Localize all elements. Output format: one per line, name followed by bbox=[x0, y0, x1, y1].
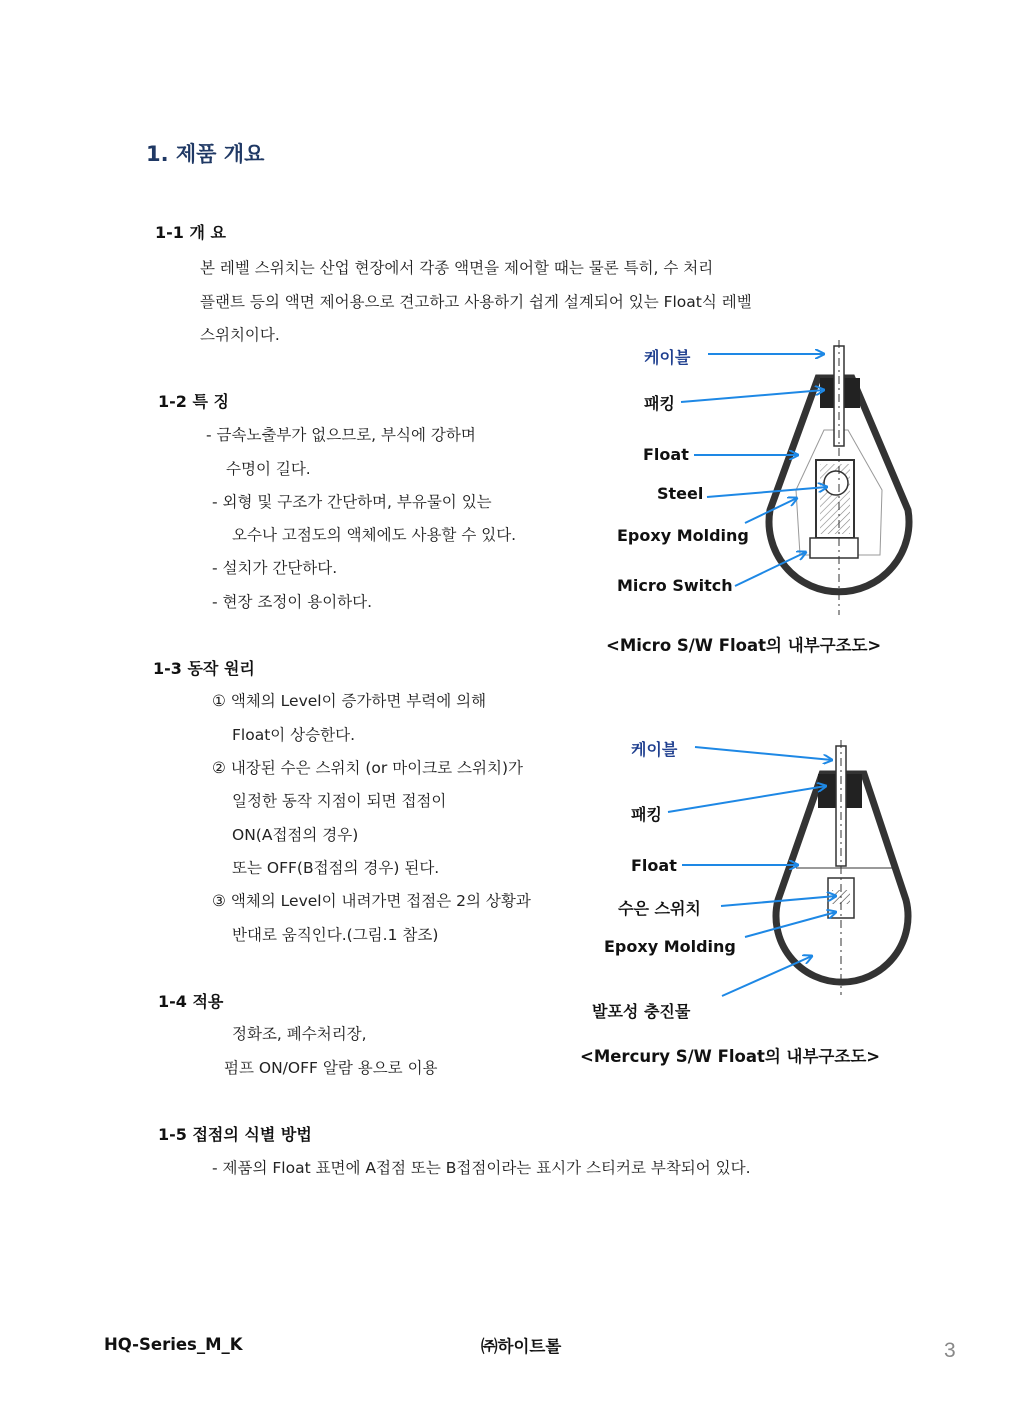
operation-line-8: 반대로 움직인다.(그림.1 참조) bbox=[232, 926, 439, 944]
fig2-label-epoxy: Epoxy Molding bbox=[604, 937, 736, 956]
fig2-label-foam-filler: 발포성 충진물 bbox=[592, 1002, 691, 1021]
operation-line-3: ② 내장된 수은 스위치 (or 마이크로 스위치)가 bbox=[212, 759, 523, 777]
overview-line-1: 본 레벨 스위치는 산업 현장에서 각종 액면을 제어할 때는 물론 특히, 수 처리 bbox=[200, 259, 714, 277]
section-heading-overview: 1-1 개 요 bbox=[155, 223, 226, 242]
section-heading-contact-id: 1-5 접점의 식별 방법 bbox=[158, 1125, 312, 1144]
overview-line-2: 플랜트 등의 액면 제어용으로 견고하고 사용하기 쉽게 설계되어 있는 Float식 레벨 bbox=[200, 293, 752, 311]
fig1-label-steel: Steel bbox=[657, 484, 704, 503]
page-title: 1. 제품 개요 bbox=[146, 142, 265, 166]
fig1-label-float: Float bbox=[643, 445, 689, 464]
application-line-2: 펌프 ON/OFF 알람 용으로 이용 bbox=[224, 1059, 438, 1077]
fig2-label-float: Float bbox=[631, 856, 677, 875]
operation-line-4: 일정한 동작 지점이 되면 접점이 bbox=[232, 792, 447, 810]
features-line-4: 오수나 고점도의 액체에도 사용할 수 있다. bbox=[232, 526, 517, 544]
section-heading-features: 1-2 특 징 bbox=[158, 392, 229, 411]
features-line-3: - 외형 및 구조가 간단하며, 부유물이 있는 bbox=[212, 493, 492, 511]
operation-line-5: ON(A접점의 경우) bbox=[232, 826, 359, 844]
fig1-label-cable: 케이블 bbox=[644, 348, 691, 367]
section-heading-application: 1-4 적용 bbox=[158, 992, 224, 1011]
section-heading-operation: 1-3 동작 원리 bbox=[153, 659, 255, 678]
features-line-5: - 설치가 간단하다. bbox=[212, 559, 338, 577]
operation-line-7: ③ 액체의 Level이 내려가면 접점은 2의 상황과 bbox=[212, 892, 531, 910]
application-line-1: 정화조, 폐수처리장, bbox=[232, 1025, 367, 1043]
features-line-1: - 금속노출부가 없으므로, 부식에 강하며 bbox=[206, 426, 476, 444]
fig1-label-micro-switch: Micro Switch bbox=[617, 576, 733, 595]
fig2-caption: <Mercury S/W Float의 내부구조도> bbox=[580, 1047, 881, 1066]
fig2-label-cable: 케이블 bbox=[631, 740, 678, 759]
operation-line-6: 또는 OFF(B접점의 경우) 된다. bbox=[232, 859, 440, 877]
fig1-label-packing: 패킹 bbox=[644, 394, 675, 413]
contact-id-line-1: - 제품의 Float 표면에 A접점 또는 B접점이라는 표시가 스티커로 부착되어 있다. bbox=[212, 1159, 751, 1177]
fig2-label-mercury-switch: 수은 스위치 bbox=[618, 899, 701, 918]
footer-company: ㈜하이트롤 bbox=[481, 1337, 562, 1356]
features-line-6: - 현장 조정이 용이하다. bbox=[212, 593, 373, 611]
footer-doc-code: HQ-Series_M_K bbox=[104, 1335, 243, 1354]
overview-line-3: 스위치이다. bbox=[200, 326, 280, 344]
fig1-caption: <Micro S/W Float의 내부구조도> bbox=[606, 636, 882, 655]
operation-line-2: Float이 상승한다. bbox=[232, 726, 356, 744]
page-number: 3 bbox=[944, 1339, 956, 1362]
fig1-label-epoxy: Epoxy Molding bbox=[617, 526, 749, 545]
operation-line-1: ① 액체의 Level이 증가하면 부력에 의해 bbox=[212, 692, 487, 710]
features-line-2: 수명이 길다. bbox=[226, 460, 311, 478]
fig2-label-packing: 패킹 bbox=[631, 805, 662, 824]
